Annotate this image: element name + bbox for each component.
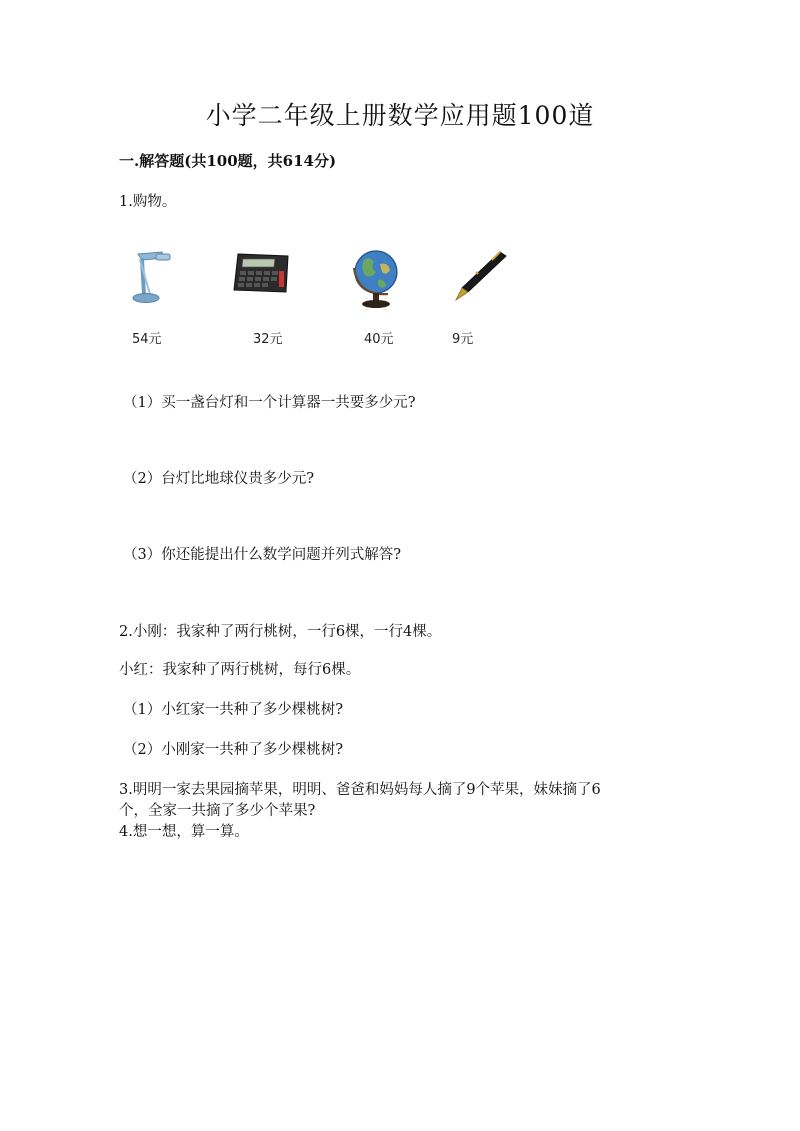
question-1-stem: 1.购物。: [119, 194, 177, 210]
globe-price: 40元: [364, 332, 394, 347]
desk-lamp-price: 54元: [132, 332, 162, 347]
section-heading: 一.解答题(共100题，共614分): [119, 152, 337, 170]
question-3-line-2: 个，全家一共摘了多少个苹果?: [119, 803, 316, 819]
question-1-sub-2: （2）台灯比地球仪贵多少元?: [123, 471, 314, 487]
question-1-sub-3: （3）你还能提出什么数学问题并列式解答?: [123, 547, 401, 563]
pen-price: 9元: [452, 332, 474, 347]
question-3-line-1: 3.明明一家去果园摘苹果，明明、爸爸和妈妈每人摘了9个苹果，妹妹摘了6: [119, 782, 601, 798]
question-1-sub-1: （1）买一盏台灯和一个计算器一共要多少元?: [123, 395, 416, 411]
question-2-sub-1: （1）小红家一共种了多少棵桃树?: [123, 702, 343, 718]
question-2-sub-2: （2）小刚家一共种了多少棵桃树?: [123, 742, 343, 758]
page-title: 小学二年级上册数学应用题100道: [205, 101, 595, 130]
question-2-line-2: 小红：我家种了两行桃树，每行6棵。: [119, 662, 361, 678]
question-2-stem: 2.小刚：我家种了两行桃树，一行6棵，一行4棵。: [119, 624, 442, 640]
question-4-stem: 4.想一想，算一算。: [119, 824, 249, 840]
calculator-price: 32元: [253, 332, 283, 347]
